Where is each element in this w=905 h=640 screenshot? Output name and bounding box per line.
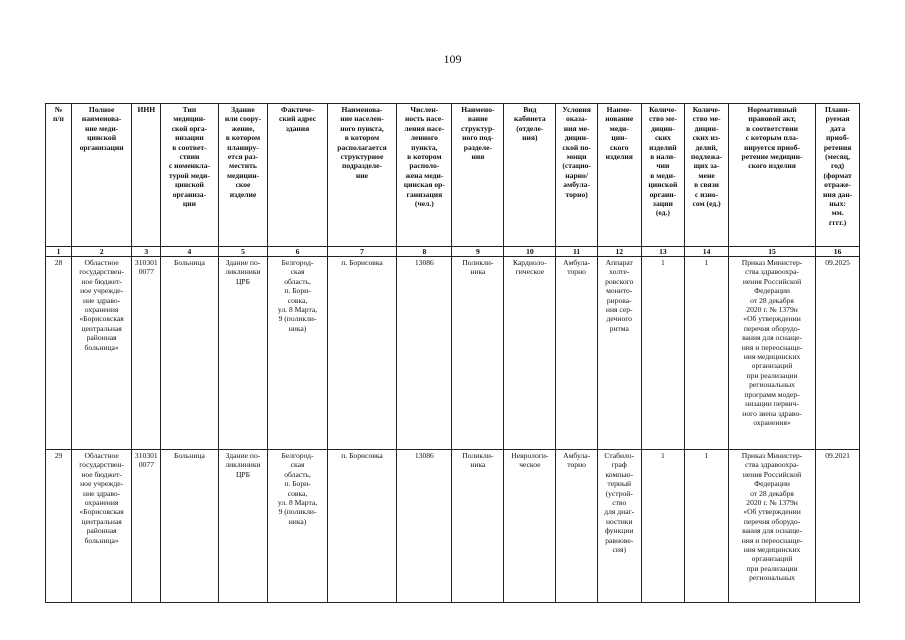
subdivision-cell: Поликли- ника	[452, 450, 504, 603]
device-cell: Стабило- граф компью- терный (устрой- ство для диаг- ностики функции равнове- сия)	[597, 450, 641, 603]
header-row	[46, 104, 860, 247]
column-number: 8	[397, 247, 452, 257]
building-cell: Здание по- ликлиники ЦРБ	[218, 257, 268, 450]
header-cell: Нормативный правовой акт, в соответствии с которым пла- нируется приоб- ретение медицин- ского изделия	[728, 104, 815, 247]
org-type-cell: Больница	[161, 450, 218, 603]
row-number: 29	[46, 450, 72, 603]
header-cell: Вид кабинета (отделе- ния)	[504, 104, 556, 247]
date-cell: 09.2025	[816, 257, 860, 450]
qty-available-cell: 1	[641, 257, 685, 450]
column-number: 3	[132, 247, 161, 257]
column-number: 2	[71, 247, 131, 257]
qty-replace-cell: 1	[685, 257, 729, 450]
date-cell: 09.2021	[816, 450, 860, 603]
page-number: 109	[443, 52, 462, 66]
header-cell: ИНН	[132, 104, 161, 247]
header-cell: Числен- ность насе- ления насе- ленного пункта, в котором располо- жена меди- цинская ор- ганизация (чел.)	[397, 104, 452, 247]
column-number: 10	[504, 247, 556, 257]
cabinet-cell: Неврологи- ческое	[504, 450, 556, 603]
subdivision-cell: Поликли- ника	[452, 257, 504, 450]
legal-act-cell: Приказ Министер- ства здравоохра- нения Российской Федерации от 28 декабря 2020 г. № 1379н «Об утверждении перечня оборудо- вания для оснаще- ния и переоснаще- ния медицинских организаций при реализации региональных	[728, 450, 815, 603]
column-number: 9	[452, 247, 504, 257]
column-number: 11	[556, 247, 598, 257]
header-cell: Здание или соору- жение, в котором планиру- ется раз- местить медицин- ское изделие	[218, 104, 268, 247]
header-cell: Условия оказа- ния ме- дицин- ской по- мощи (стацио- нарно/ амбула- торно)	[556, 104, 598, 247]
settlement-cell: п. Борисовка	[327, 257, 397, 450]
row-number: 28	[46, 257, 72, 450]
header-cell: Плани- руемая дата приоб- ретения (месяц, год) (формат отраже- ния дан- ных: мм. гггг.)	[816, 104, 860, 247]
device-cell: Аппарат холте- ровского монито- рирова- ния сер- дечного ритма	[597, 257, 641, 450]
column-number: 13	[641, 247, 685, 257]
column-number: 6	[268, 247, 327, 257]
population-cell: 13086	[397, 450, 452, 603]
header-cell: Наиме- нование меди- цин- ского изделия	[597, 104, 641, 247]
qty-replace-cell: 1	[685, 450, 729, 603]
header-cell: Количе- ство ме- дицин- ских изделий в нали- чии в меди- цинской органи- зации (ед.)	[641, 104, 685, 247]
column-number: 4	[161, 247, 218, 257]
qty-available-cell: 1	[641, 450, 685, 603]
header-cell: Фактиче- ский адрес здания	[268, 104, 327, 247]
population-cell: 13086	[397, 257, 452, 450]
header-cell: Наименова- ние населен- ного пункта, в котором располагается структурное подразделе- ние	[327, 104, 397, 247]
column-number: 7	[327, 247, 397, 257]
building-cell: Здание по- ликлиники ЦРБ	[218, 450, 268, 603]
column-number: 5	[218, 247, 268, 257]
inn-cell: 310301 0077	[132, 450, 161, 603]
column-number: 16	[816, 247, 860, 257]
column-number: 1	[46, 247, 72, 257]
settlement-cell: п. Борисовка	[327, 450, 397, 603]
legal-act-cell: Приказ Министер- ства здравоохра- нения Российской Федерации от 28 декабря 2020 г. № 1379н «Об утверждении перечня оборудо- вания для оснаще- ния и переоснаще- ния медицинских организаций при реализации региональных программ модер- низации первич- ного звена здраво- охранения»	[728, 257, 815, 450]
header-cell: Тип медицин- ской орга- низации в соответ- ствии с номенкла- турой меди- цинской организа- ции	[161, 104, 218, 247]
table-row	[46, 450, 860, 603]
header-cell: Полное наименова- ние меди- цинской организации	[71, 104, 131, 247]
column-number: 14	[685, 247, 729, 257]
org-name-cell: Областное государствен- ное бюджет- ное учрежде- ние здраво- охранения «Борисовская центральная районная больница»	[71, 257, 131, 450]
column-number: 15	[728, 247, 815, 257]
header-cell: № п/п	[46, 104, 72, 247]
address-cell: Белгород- ская область, п. Бори- совка, ул. 8 Марта, 9 (поликли- ника)	[268, 450, 327, 603]
header-cell: Наимено- вание структур- ного под- разделе- ния	[452, 104, 504, 247]
equipment-table	[45, 103, 860, 603]
table-row	[46, 257, 860, 450]
org-name-cell: Областное государствен- ное бюджет- ное учрежде- ние здраво- охранения «Борисовская центральная районная больница»	[71, 450, 131, 603]
address-cell: Белгород- ская область, п. Бори- совка, ул. 8 Марта, 9 (поликли- ника)	[268, 257, 327, 450]
cabinet-cell: Кардиоло- гическое	[504, 257, 556, 450]
header-cell: Количе- ство ме- дицин- ских из- делий, подлежа- щих за- мене в связи с изно- сом (ед.)	[685, 104, 729, 247]
org-type-cell: Больница	[161, 257, 218, 450]
conditions-cell: Амбула- торно	[556, 450, 598, 603]
column-number: 12	[597, 247, 641, 257]
inn-cell: 310301 0077	[132, 257, 161, 450]
conditions-cell: Амбула- торно	[556, 257, 598, 450]
column-number-row	[46, 247, 860, 257]
